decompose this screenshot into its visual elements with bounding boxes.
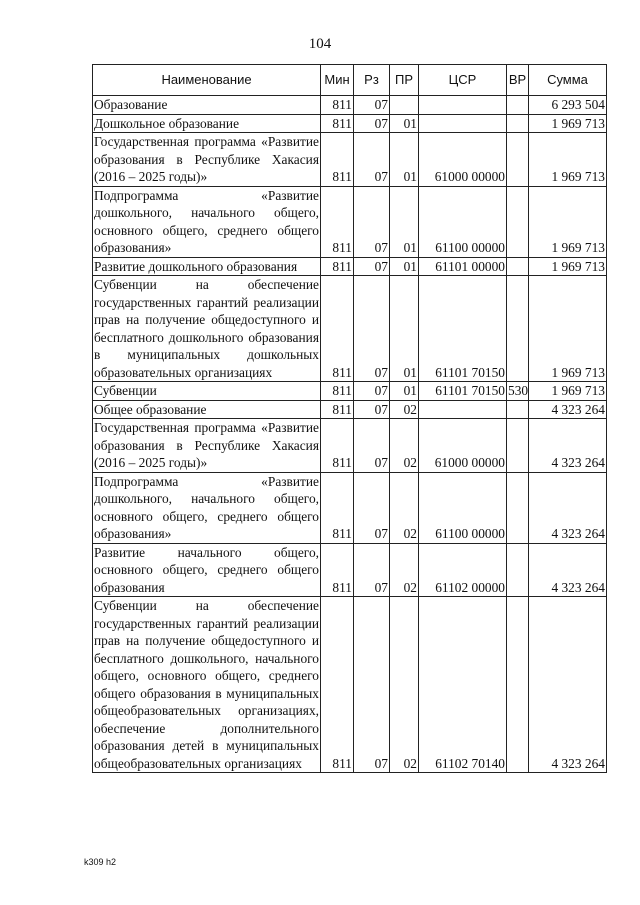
cell-pr: 01 — [390, 133, 419, 187]
header-pr: ПР — [390, 65, 419, 96]
cell-sum: 4 323 264 — [529, 472, 607, 543]
cell-min: 811 — [321, 400, 354, 419]
cell-min: 811 — [321, 96, 354, 115]
cell-min: 811 — [321, 133, 354, 187]
cell-rz: 07 — [354, 472, 390, 543]
table-row — [93, 276, 607, 382]
cell-pr: 02 — [390, 419, 419, 473]
table-row — [93, 186, 607, 257]
cell-name: Подпрограмма «Развитие дошкольного, начального общего, основного общего, среднего общего образования» — [94, 187, 319, 255]
cell-min: 811 — [321, 382, 354, 401]
cell-vr — [507, 96, 529, 115]
header-min: Мин — [321, 65, 354, 96]
cell-csr: 61102 70140 — [419, 597, 507, 773]
cell-csr: 61101 00000 — [419, 257, 507, 276]
cell-min: 811 — [321, 597, 354, 773]
cell-csr: 61101 70150 — [419, 276, 507, 382]
cell-rz: 07 — [354, 382, 390, 401]
cell-sum: 1 969 713 — [529, 133, 607, 187]
cell-pr: 01 — [390, 114, 419, 133]
cell-vr — [507, 114, 529, 133]
cell-pr: 02 — [390, 597, 419, 773]
cell-name: Государственная программа «Развитие образования в Республике Хакасия (2016 – 2025 годы)» — [94, 420, 319, 470]
cell-vr — [507, 186, 529, 257]
cell-name: Общее образование — [93, 400, 321, 419]
cell-csr: 61000 00000 — [419, 133, 507, 187]
cell-vr — [507, 597, 529, 773]
table-row — [93, 419, 607, 473]
cell-pr: 02 — [390, 400, 419, 419]
cell-csr: 61000 00000 — [419, 419, 507, 473]
cell-name: Субвенции — [93, 382, 321, 401]
cell-name: Образование — [93, 96, 321, 115]
cell-rz: 07 — [354, 400, 390, 419]
cell-name: Развитие дошкольного образования — [93, 257, 321, 276]
cell-vr — [507, 276, 529, 382]
cell-pr: 01 — [390, 186, 419, 257]
cell-sum: 4 323 264 — [529, 400, 607, 419]
budget-table — [92, 64, 607, 773]
cell-name: Развитие начального общего, основного общего, среднего общего образования — [94, 544, 319, 595]
cell-rz: 07 — [354, 257, 390, 276]
cell-name: Субвенции на обеспечение государственных гарантий реализации прав на получение общедоступного и бесплатного дошкольного образования в муниципальных дошкольных образовательных организациях — [94, 277, 319, 380]
table-row — [93, 133, 607, 187]
cell-vr — [507, 472, 529, 543]
cell-pr: 01 — [390, 257, 419, 276]
cell-csr — [419, 114, 507, 133]
table-row — [93, 472, 607, 543]
cell-vr — [507, 419, 529, 473]
cell-min: 811 — [321, 257, 354, 276]
header-csr: ЦСР — [419, 65, 507, 96]
cell-vr — [507, 543, 529, 597]
header-sum: Сумма — [529, 65, 607, 96]
header-rz: Рз — [354, 65, 390, 96]
cell-sum: 1 969 713 — [529, 114, 607, 133]
cell-pr — [390, 96, 419, 115]
table-row — [93, 114, 607, 133]
table-row — [93, 597, 607, 773]
cell-rz: 07 — [354, 133, 390, 187]
cell-rz: 07 — [354, 543, 390, 597]
cell-vr — [507, 257, 529, 276]
header-vr: ВР — [507, 65, 529, 96]
cell-pr: 02 — [390, 472, 419, 543]
cell-sum: 1 969 713 — [529, 257, 607, 276]
header-name: Наименование — [93, 65, 321, 96]
cell-min: 811 — [321, 186, 354, 257]
cell-csr — [419, 400, 507, 419]
table-row — [93, 382, 607, 401]
cell-min: 811 — [321, 276, 354, 382]
cell-csr: 61100 00000 — [419, 472, 507, 543]
cell-name: Подпрограмма «Развитие дошкольного, начального общего, основного общего, среднего общего образования» — [94, 473, 319, 541]
cell-sum: 4 323 264 — [529, 597, 607, 773]
table-row — [93, 257, 607, 276]
cell-sum: 4 323 264 — [529, 543, 607, 597]
cell-sum: 4 323 264 — [529, 419, 607, 473]
cell-rz: 07 — [354, 276, 390, 382]
cell-rz: 07 — [354, 186, 390, 257]
cell-name: Государственная программа «Развитие образования в Республике Хакасия (2016 – 2025 годы)» — [94, 134, 319, 184]
cell-pr: 01 — [390, 382, 419, 401]
cell-vr — [507, 400, 529, 419]
table-row — [93, 543, 607, 597]
cell-rz: 07 — [354, 96, 390, 115]
cell-sum: 1 969 713 — [529, 276, 607, 382]
table-row — [93, 96, 607, 115]
cell-min: 811 — [321, 114, 354, 133]
cell-min: 811 — [321, 472, 354, 543]
cell-vr: 530 — [508, 383, 529, 398]
cell-rz: 07 — [354, 114, 390, 133]
footer-code: k309 h2 — [84, 857, 117, 867]
cell-csr — [419, 96, 507, 115]
cell-sum: 6 293 504 — [529, 96, 607, 115]
cell-pr: 01 — [390, 276, 419, 382]
cell-vr — [507, 133, 529, 187]
cell-name: Дошкольное образование — [93, 114, 321, 133]
cell-min: 811 — [321, 419, 354, 473]
page-number: 104 — [308, 36, 332, 52]
cell-csr: 61101 70150 — [419, 382, 507, 401]
cell-sum: 1 969 713 — [529, 382, 607, 401]
table-header-row — [93, 65, 607, 96]
cell-rz: 07 — [354, 419, 390, 473]
cell-min: 811 — [321, 543, 354, 597]
cell-sum: 1 969 713 — [529, 186, 607, 257]
table-row — [93, 400, 607, 419]
cell-rz: 07 — [354, 597, 390, 773]
cell-csr: 61100 00000 — [419, 186, 507, 257]
cell-pr: 02 — [390, 543, 419, 597]
cell-name: Субвенции на обеспечение государственных гарантий реализации прав на получение общедоступного и бесплатного дошкольного, начального общего, основного общего, среднего общего образования в муниципальных общеобразовательных организациях, обеспечение дополнительного образования детей в муниципальных общеобразовательных организациях — [94, 598, 319, 771]
cell-csr: 61102 00000 — [419, 543, 507, 597]
